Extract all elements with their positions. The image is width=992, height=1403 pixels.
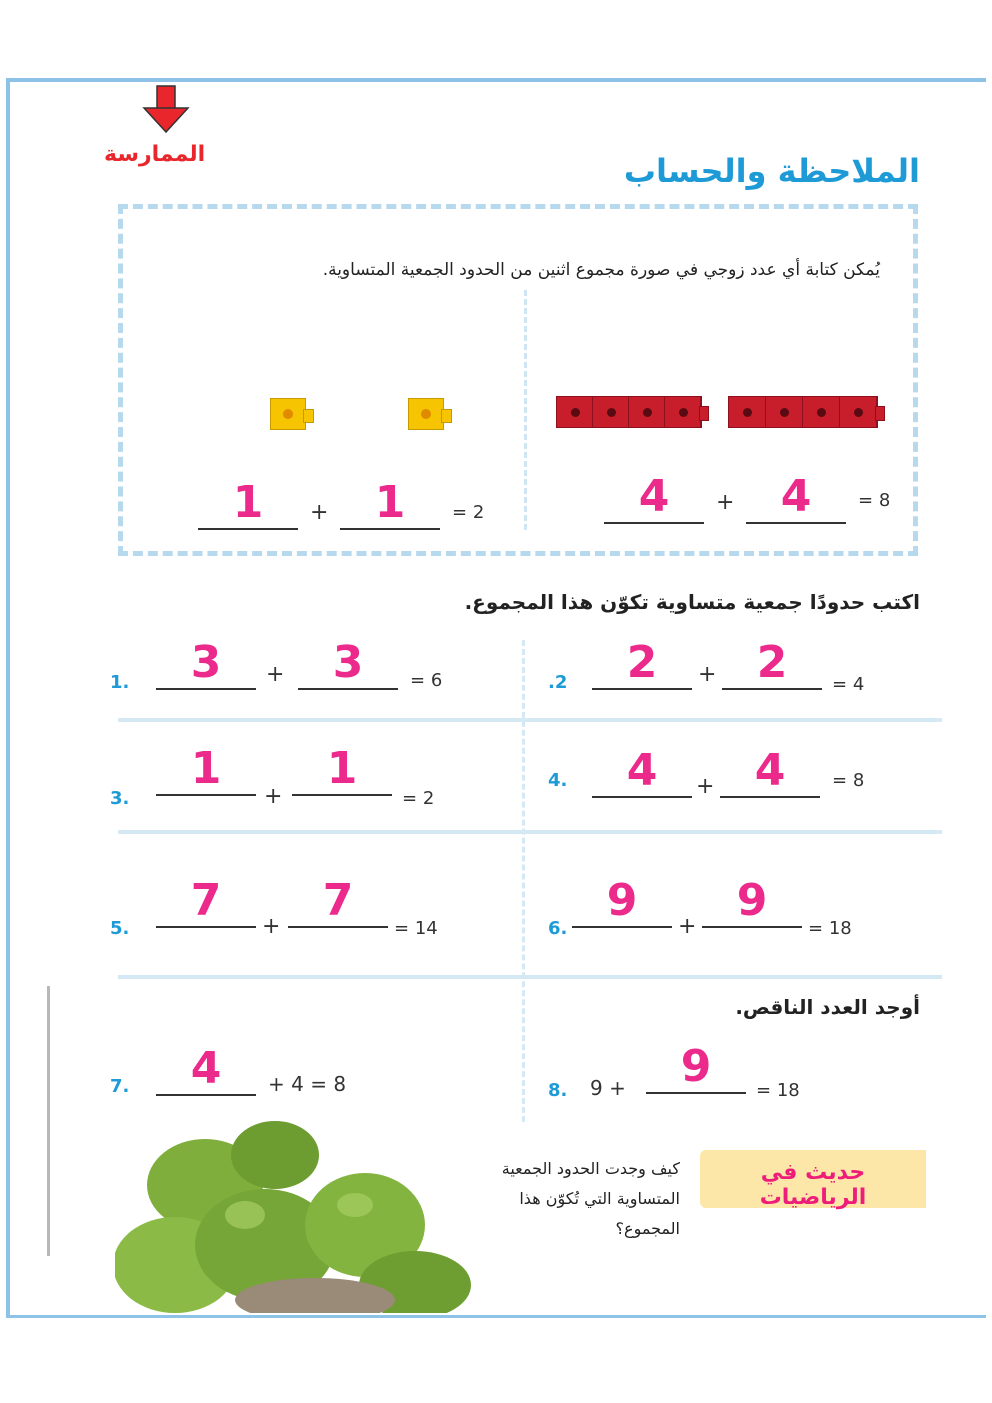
- answer-blank: [298, 634, 398, 690]
- answer-blank: [592, 634, 692, 690]
- answer-blank: [156, 740, 256, 796]
- section-heading: اكتب حدودًا جمعية متساوية تكوّن هذا المجموع.: [464, 590, 920, 614]
- problem-number: 3.: [110, 788, 130, 809]
- sum-label: = 14: [394, 918, 438, 939]
- sum-value: 18: [776, 1080, 800, 1101]
- given-value: 9: [590, 1076, 603, 1100]
- sum-value: 8: [878, 490, 891, 511]
- red-cube-train: [728, 396, 878, 428]
- intro-text: يُمكن كتابة أي عدد زوجي في صورة مجموع اثنين من الحدود الجمعية المتساوية.: [322, 260, 880, 280]
- answer-blank: [720, 742, 820, 798]
- answer-blank: [592, 742, 692, 798]
- answer-value: 4: [780, 471, 812, 522]
- plus-sign: +: [698, 662, 717, 687]
- problem-number: 5.: [110, 918, 130, 939]
- sum-value: 6: [430, 670, 443, 691]
- problem-number: 6.: [548, 918, 568, 939]
- practice-label: الممارسة: [104, 142, 206, 167]
- answer-value: 2: [756, 637, 788, 688]
- answer-value: 3: [332, 637, 364, 688]
- sum-label: = 8: [858, 490, 891, 511]
- sum-label: = 6: [410, 670, 443, 691]
- answer-blank: [572, 872, 672, 928]
- problem-number: 1.: [110, 672, 130, 693]
- column-divider: [522, 640, 525, 1122]
- equation-rest: + 4 = 8: [268, 1072, 347, 1096]
- sum-value: 2: [422, 788, 435, 809]
- row-divider: [118, 975, 942, 979]
- sum-label: = 2: [452, 502, 485, 523]
- sum-label: = 4: [832, 674, 865, 695]
- answer-value: 4: [190, 1043, 222, 1094]
- answer-blank: [604, 468, 704, 524]
- plus-sign: +: [678, 914, 697, 939]
- answer-blank: [156, 634, 256, 690]
- sum-value: 2: [472, 502, 485, 523]
- answer-value: 9: [680, 1041, 712, 1092]
- plus-sign: +: [264, 784, 283, 809]
- yellow-cube: [408, 398, 444, 430]
- sum-value: 14: [414, 918, 438, 939]
- plus-sign: +: [696, 774, 715, 799]
- answer-value: 1: [232, 477, 264, 528]
- math-talk-title: حديث في الرياضيات: [759, 1160, 867, 1210]
- yellow-cube: [270, 398, 306, 430]
- problem-number: .2: [548, 672, 568, 693]
- answer-value: 7: [190, 875, 222, 926]
- answer-value: 7: [322, 875, 354, 926]
- answer-blank: [156, 872, 256, 928]
- example-divider: [524, 290, 527, 530]
- problem-number: 4.: [548, 770, 568, 791]
- plus-sign: +: [310, 500, 329, 525]
- plus-sign: +: [266, 662, 285, 687]
- plant-illustration: [115, 1115, 475, 1313]
- section-heading: أوجد العدد الناقص.: [735, 995, 920, 1019]
- answer-value: 4: [626, 745, 658, 796]
- answer-blank: [340, 474, 440, 530]
- answer-blank: [288, 872, 388, 928]
- answer-blank: [722, 634, 822, 690]
- answer-value: 4: [754, 745, 786, 796]
- sum-value: 8: [852, 770, 865, 791]
- answer-value: 2: [626, 637, 658, 688]
- answer-blank: [702, 872, 802, 928]
- answer-value: 3: [190, 637, 222, 688]
- answer-value: 1: [326, 743, 358, 794]
- answer-blank: [292, 740, 392, 796]
- sum-label: = 8: [832, 770, 865, 791]
- sum-value: 18: [828, 918, 852, 939]
- answer-value: 9: [736, 875, 768, 926]
- sum-label: = 18: [756, 1080, 800, 1101]
- sum-label: = 18: [808, 918, 852, 939]
- down-arrow-icon: [140, 84, 192, 136]
- problem-number: 7.: [110, 1076, 130, 1097]
- plus-sign: +: [262, 914, 281, 939]
- row-divider: [118, 718, 942, 722]
- given-value: 4: [291, 1072, 304, 1096]
- answer-blank: [746, 468, 846, 524]
- sum-label: = 2: [402, 788, 435, 809]
- answer-value: 1: [190, 743, 222, 794]
- plus-sign: +: [716, 490, 735, 515]
- problem-number: 8.: [548, 1080, 568, 1101]
- sum-value: 8: [333, 1072, 347, 1096]
- equation-start: 9 +: [590, 1076, 626, 1100]
- red-cube-train: [556, 396, 702, 428]
- row-divider: [118, 830, 942, 834]
- answer-value: 9: [606, 875, 638, 926]
- margin-fine-print: [44, 986, 54, 1256]
- answer-blank: [156, 1040, 256, 1096]
- page-title: الملاحظة والحساب: [623, 152, 920, 190]
- answer-value: 4: [638, 471, 670, 522]
- answer-blank: [646, 1038, 746, 1094]
- math-talk-question: كيف وجدت الحدود الجمعية المتساوية التي تُكوّن هذا المجموع؟: [501, 1159, 680, 1238]
- answer-blank: [198, 474, 298, 530]
- sum-value: 4: [852, 674, 865, 695]
- answer-value: 1: [374, 477, 406, 528]
